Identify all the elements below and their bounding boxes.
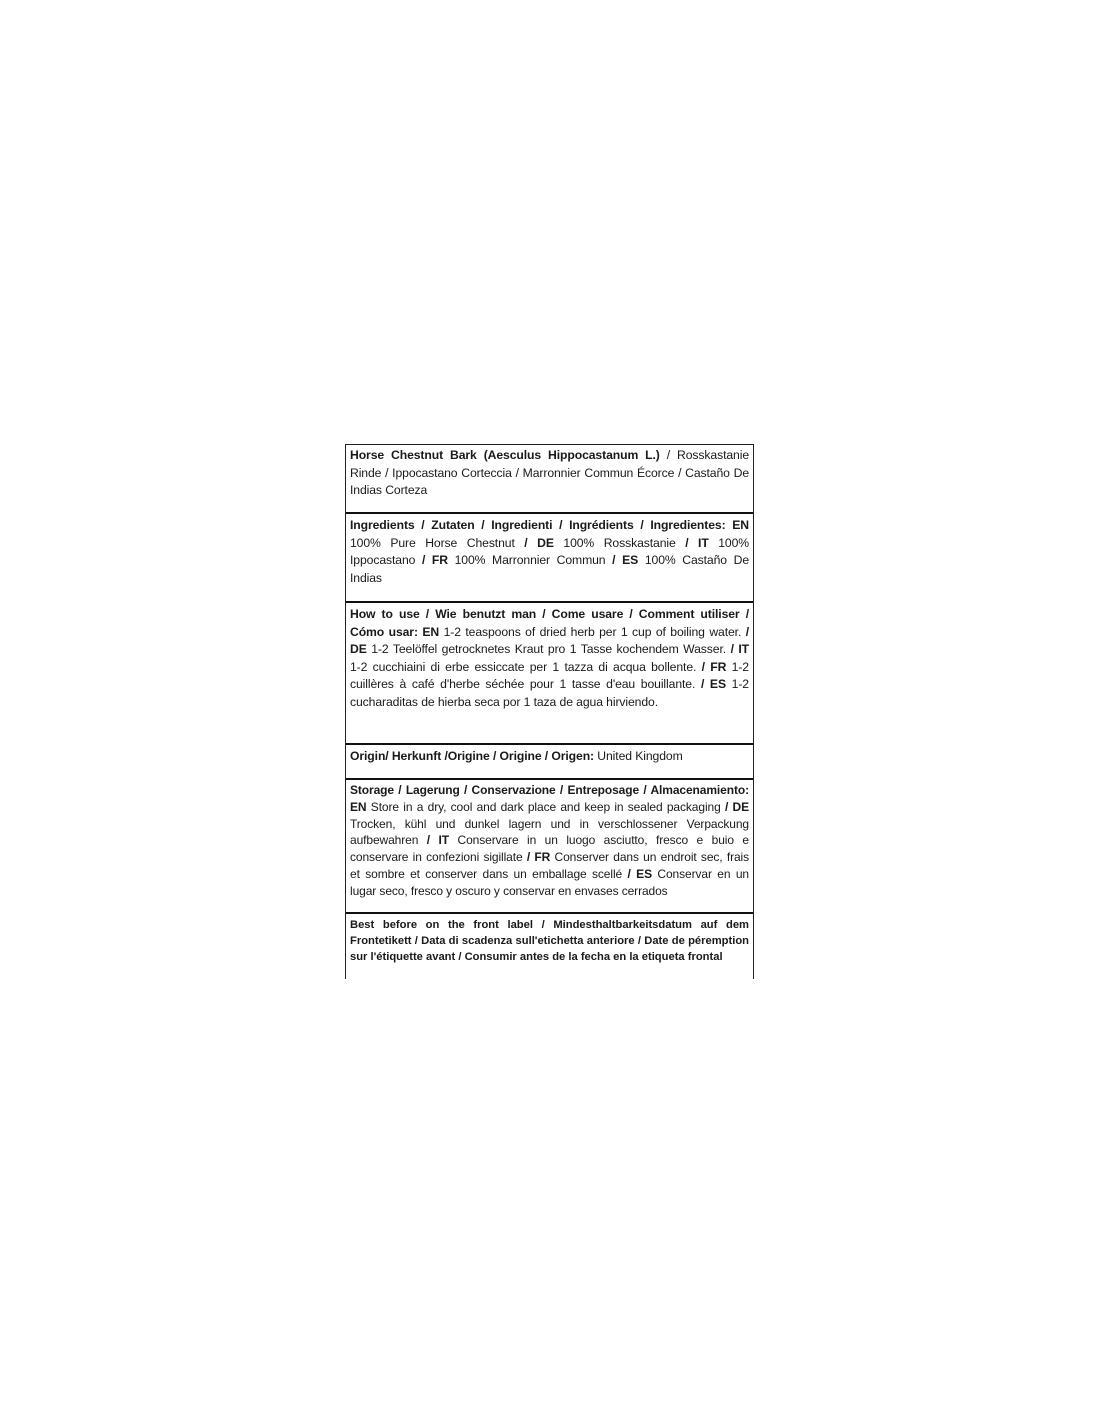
product-title-bold: Horse Chestnut Bark (Aesculus Hippocastanum L.)	[350, 448, 660, 462]
divider	[346, 601, 753, 603]
origin-heading: Origin/ Herkunft /Origine / Origine / Origen:	[350, 749, 595, 763]
lang-code-it: / IT	[685, 535, 709, 550]
best-before-section: Best before on the front label / Mindesthaltbarkeitsdatum auf dem Frontetikett / Data di scadenza sull'etichetta anteriore / Date de péremption sur l'étiquette avant / Consumir antes de la fecha en la etiqueta frontal	[350, 919, 749, 964]
storage-fr: Conserver dans un endroit sec, frais et sombre et conserver dans un emballage scellé	[350, 850, 749, 881]
lang-code-de: / DE	[524, 535, 554, 550]
storage-en: Store in a dry, cool and dark place and keep in sealed packaging	[366, 799, 725, 814]
divider	[346, 512, 753, 514]
lang-code-es: / ES	[627, 866, 652, 881]
how-to-use-en: 1-2 teaspoons of dried herb per 1 cup of boiling water.	[439, 624, 746, 639]
origin-section	[350, 748, 749, 766]
storage-es: Conservar en un lugar seco, fresco y oscuro y conservar en envases cerrados	[350, 866, 749, 898]
divider	[346, 778, 753, 780]
ingredients-es: 100% Castaño De Indias	[350, 553, 749, 585]
ingredients-en: 100% Pure Horse Chestnut	[350, 535, 525, 550]
lang-code-en: EN	[350, 799, 367, 814]
lang-code-fr: / FR	[701, 659, 727, 674]
how-to-use-heading: How to use / Wie benutzt man / Come usare / Comment utiliser / Cómo usar:	[350, 607, 749, 639]
divider	[346, 912, 753, 914]
storage-it: Conservare in un luogo asciutto, fresco e buio e conservare in confezioni sigillate	[350, 833, 749, 865]
how-to-use-section	[350, 606, 749, 711]
lang-code-es: / ES	[700, 677, 726, 691]
lang-code-it: / IT	[730, 642, 749, 656]
storage-section	[350, 782, 749, 900]
ingredients-section	[350, 517, 749, 587]
origin-value: United Kingdom	[594, 749, 683, 763]
lang-code-de: / DE	[350, 624, 749, 656]
lang-code-en: EN	[417, 624, 440, 639]
product-title-translations: / Rosskastanie Rinde / Ippocastano Corteccia / Marronnier Commun Écorce / Castaño De Indias Corteza	[350, 448, 749, 497]
product-title	[350, 447, 749, 500]
divider	[346, 743, 753, 745]
how-to-use-it: 1-2 cucchiaini di erbe essiccate per 1 tazza di acqua bollente.	[350, 659, 702, 674]
lang-code-en: EN	[725, 518, 749, 532]
ingredients-fr: 100% Marronnier Commun	[447, 553, 613, 567]
lang-code-fr: / FR	[526, 850, 551, 865]
ingredients-de: 100% Rosskastanie	[553, 535, 686, 550]
storage-de: Trocken, kühl und dunkel lagern und in verschlossener Verpackung aufbewahren	[350, 816, 749, 848]
product-label	[345, 444, 754, 979]
how-to-use-es: 1-2 cucharaditas de hierba seca por 1 taza de agua hirviendo.	[350, 677, 749, 709]
lang-code-it: / IT	[426, 833, 449, 848]
lang-code-es: / ES	[612, 553, 639, 567]
lang-code-de: / DE	[724, 799, 749, 814]
ingredients-heading: Ingredients / Zutaten / Ingredienti / Ingrédients / Ingredientes:	[350, 518, 726, 532]
storage-heading: Storage / Lagerung / Conservazione / Entreposage / Almacenamiento:	[350, 783, 749, 797]
how-to-use-fr: 1-2 cuillères à café d'herbe séchée pour 1 tasse d'eau bouillante.	[350, 659, 749, 691]
ingredients-it: 100% Ippocastano	[350, 535, 750, 567]
how-to-use-de: 1-2 Teelöffel getrocknetes Kraut pro 1 Tasse kochendem Wasser.	[366, 642, 731, 656]
lang-code-fr: / FR	[421, 553, 448, 567]
